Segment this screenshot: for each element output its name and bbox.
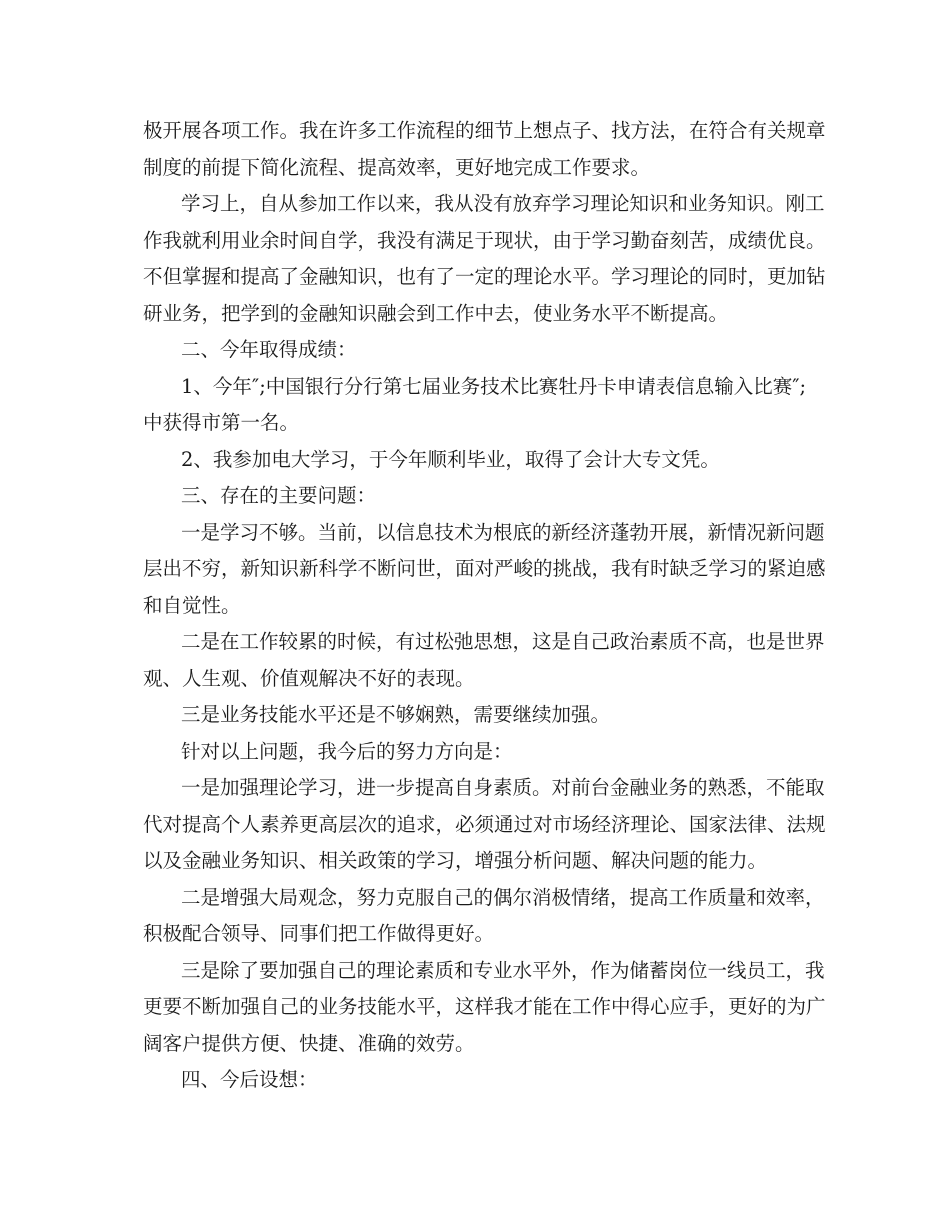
text-line: 二是在工作较累的时候，有过松弛思想，这是自己政治素质不高，也是世界 <box>181 630 825 653</box>
text-line: 三是业务技能水平还是不够娴熟，需要继续加强。 <box>181 703 611 726</box>
text-line: 以及金融业务知识、相关政策的学习，增强分析问题、解决问题的能力。 <box>143 849 768 872</box>
text-line: 1、今年″;中国银行分行第七届业务技术比赛牡丹卡申请表信息输入比赛″; <box>181 374 807 398</box>
text-line: 一是加强理论学习，进一步提高自身素质。对前台金融业务的熟悉，不能取 <box>181 776 825 799</box>
text-line: 积极配合领导、同事们把工作做得更好。 <box>143 922 495 945</box>
section-heading: 四、今后设想： <box>181 1068 318 1091</box>
text-line: 阔客户提供方便、快捷、准确的效劳。 <box>143 1031 475 1055</box>
text-line: 中获得市第一名。 <box>143 411 300 434</box>
text-line: 作我就利用业余时间自学，我没有满足于现状，由于学习勤奋刻苦，成绩优良。 <box>143 228 826 252</box>
text-line: 研业务，把学到的金融知识融会到工作中去，使业务水平不断提高。 <box>143 301 729 325</box>
text-line: 不但掌握和提高了金融知识，也有了一定的理论水平。学习理论的同时，更加钻 <box>143 265 826 288</box>
section-heading: 二、今年取得成绩： <box>181 338 357 361</box>
text-line: 和自觉性。 <box>143 593 241 617</box>
text-line: 层出不穷，新知识新科学不断问世，面对严峻的挑战，我有时缺乏学习的紧迫感 <box>143 557 826 580</box>
text-line: 制度的前提下简化流程、提高效率，更好地完成工作要求。 <box>143 155 651 179</box>
text-line: 更要不断加强自己的业务技能水平，这样我才能在工作中得心应手，更好的为广 <box>143 995 826 1018</box>
section-heading: 三、存在的主要问题： <box>181 484 377 507</box>
text-line: 观、人生观、价值观解决不好的表现。 <box>143 666 475 690</box>
text-line: 一是学习不够。当前，以信息技术为根底的新经济蓬勃开展，新情况新问题 <box>181 520 825 544</box>
text-line: 针对以上问题，我今后的努力方向是： <box>181 739 513 763</box>
text-line: 代对提高个人素养更高层次的追求，必须通过对市场经济理论、国家法律、法规 <box>143 812 826 836</box>
text-line: 2、我参加电大学习，于今年顺利毕业，取得了会计大专文凭。 <box>181 447 720 471</box>
text-line: 三是除了要加强自己的理论素质和专业水平外，作为储蓄岗位一线员工，我 <box>181 958 825 982</box>
document-body <box>143 113 826 1099</box>
text-line: 二是增强大局观念，努力克服自己的偶尔消极情绪，提高工作质量和效率， <box>181 885 825 909</box>
text-line: 学习上，自从参加工作以来，我从没有放弃学习理论知识和业务知识。刚工 <box>181 192 825 215</box>
text-line: 极开展各项工作。我在许多工作流程的细节上想点子、找方法，在符合有关规章 <box>143 119 826 142</box>
